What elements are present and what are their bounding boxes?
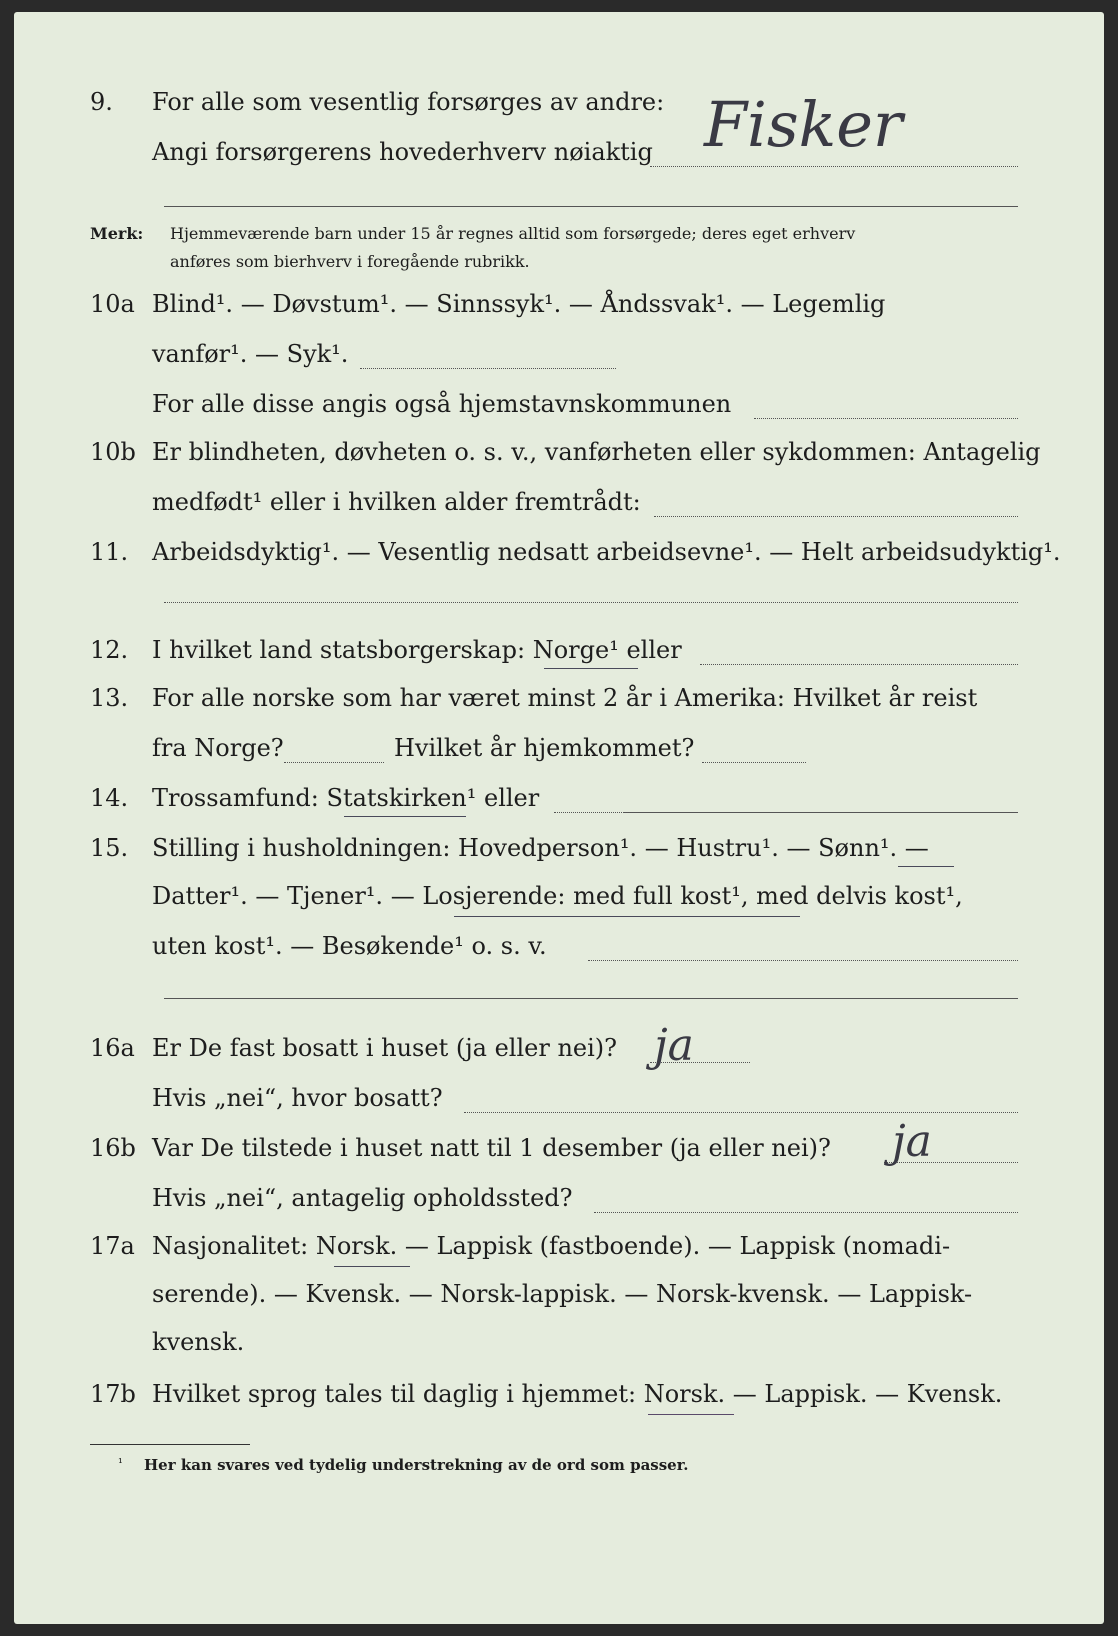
q14-answer-line [624, 812, 1018, 813]
q15-text-line3: uten kost¹. — Besøkende¹ o. s. v. [152, 932, 547, 960]
q14-text-line1: Trossamfund: Statskirken¹ eller [152, 784, 540, 812]
q10a-row3 [14, 388, 1104, 424]
q13-text-line2a: fra Norge? [152, 734, 284, 762]
q14-answer-dots [554, 812, 624, 813]
q11-number: 11. [90, 538, 129, 566]
q16b-row2 [14, 1182, 1104, 1218]
q10a-number: 10a [90, 290, 135, 318]
q9-answer-line [650, 166, 1018, 167]
q15-number: 15. [90, 834, 129, 862]
footnote-mark: ¹ [118, 1456, 123, 1470]
q15-losjerende-underline [454, 916, 800, 917]
q16a-text-line2: Hvis „nei“, hvor bosatt? [152, 1084, 443, 1112]
q15-text-line1: Stilling i husholdningen: Hovedperson¹. — Hustru¹. — Sønn¹. — [152, 834, 929, 862]
merk-line2: anføres som bierhverv i foregående rubrikk. [170, 252, 530, 271]
q10a-row2 [14, 338, 1104, 374]
q16b-number: 16b [90, 1134, 136, 1162]
q13-reist-line [284, 762, 384, 763]
q11-extra-line [164, 602, 1018, 603]
q15-row [14, 832, 1104, 868]
q16a-number: 16a [90, 1034, 135, 1062]
footnote-text: Her kan svares ved tydelig understrekning av de ord som passer. [144, 1456, 689, 1474]
q11-text-line1: Arbeidsdyktig¹. — Vesentlig nedsatt arbeidsevne¹. — Helt arbeidsudyktig¹. [152, 538, 1061, 566]
q10b-row2 [14, 486, 1104, 522]
q10a-hjemstavn-line [754, 418, 1018, 419]
q16b-row [14, 1116, 1104, 1168]
q10a-syk-line [360, 368, 616, 369]
q10b-text-line2: medfødt¹ eller i hvilken alder fremtrådt: [152, 488, 641, 516]
q17a-number: 17a [90, 1232, 135, 1260]
q12-answer-line [700, 664, 1018, 665]
q14-number: 14. [90, 784, 129, 812]
q14-statskirken-underline [344, 816, 466, 817]
footnote-rule [90, 1444, 250, 1445]
q10a-text-line1: Blind¹. — Døvstum¹. — Sinnssyk¹. — Åndssvak¹. — Legemlig [152, 290, 886, 318]
q17b-text-line1: Hvilket sprog tales til daglig i hjemmet: Norsk. — Lappisk. — Kvensk. [152, 1380, 1003, 1408]
q13-number: 13. [90, 684, 129, 712]
q16a-handwritten-answer: ja [654, 1020, 694, 1071]
q11-row [14, 536, 1104, 572]
q17b-number: 17b [90, 1380, 136, 1408]
q17b-norsk-underline [648, 1414, 734, 1415]
q17b-row [14, 1378, 1104, 1414]
q17a-norsk-underline [334, 1266, 410, 1267]
q10a-text-line2: vanfør¹. — Syk¹. [152, 340, 349, 368]
q16b-text-line1: Var De tilstede i huset natt til 1 desember (ja eller nei)? [152, 1134, 831, 1162]
q14-row [14, 782, 1104, 818]
q15-text-line2: Datter¹. — Tjener¹. — Losjerende: med full kost¹, med delvis kost¹, [152, 882, 963, 910]
q9-handwritten-answer: Fisker [704, 88, 903, 161]
q13-text-line1: For alle norske som har været minst 2 år i Amerika: Hvilket år reist [152, 684, 978, 712]
q10a-text-line3: For alle disse angis også hjemstavnskommunen [152, 390, 732, 418]
q10b-number: 10b [90, 438, 136, 466]
q17a-text-line2: serende). — Kvensk. — Norsk-lappisk. — Norsk-kvensk. — Lappisk- [152, 1280, 973, 1308]
q12-norge-underline [544, 668, 638, 669]
q17a-row3 [14, 1326, 1104, 1362]
q9-extra-line [164, 206, 1018, 207]
q17a-row2 [14, 1278, 1104, 1314]
q16a-bosatt-line [464, 1112, 1018, 1113]
q13-row [14, 682, 1104, 718]
q15-answer-line [588, 960, 1018, 961]
q9-number: 9. [90, 88, 113, 116]
merk-label: Merk: [90, 224, 144, 243]
q12-text-line1: I hvilket land statsborgerskap: Norge¹ eller [152, 636, 682, 664]
census-form-page [14, 12, 1104, 1624]
q10a-row [14, 288, 1104, 324]
q16b-opholdssted-line [594, 1212, 1018, 1213]
q9-text-line1: For alle som vesentlig forsørges av andre: [152, 88, 665, 116]
q15-row3 [14, 930, 1104, 966]
q10b-row [14, 436, 1104, 472]
q16a-text-line1: Er De fast bosatt i huset (ja eller nei)? [152, 1034, 618, 1062]
q17a-row [14, 1230, 1104, 1266]
q15-row2 [14, 880, 1104, 916]
q12-row [14, 634, 1104, 670]
q9-row [14, 86, 1104, 122]
q16b-text-line2: Hvis „nei“, antagelig opholdssted? [152, 1184, 573, 1212]
q17a-text-line3: kvensk. [152, 1328, 245, 1356]
q13-hjemkommet-line [702, 762, 806, 763]
q9-text-line2: Angi forsørgerens hovederhverv nøiaktig [152, 138, 653, 166]
q10b-alder-line [654, 516, 1018, 517]
q17a-text-line1: Nasjonalitet: Norsk. — Lappisk (fastboende). — Lappisk (nomadi- [152, 1232, 951, 1260]
q13-text-line2b: Hvilket år hjemkommet? [394, 734, 695, 762]
q12-number: 12. [90, 636, 129, 664]
q10b-text-line1: Er blindheten, døvheten o. s. v., vanførheten eller sykdommen: Antagelig [152, 438, 1041, 466]
merk-line1: Hjemmeværende barn under 15 år regnes alltid som forsørgede; deres eget erhverv [170, 224, 856, 243]
q16a-row2 [14, 1082, 1104, 1118]
q13-row2 [14, 732, 1104, 768]
q15-extra-line [164, 998, 1018, 999]
q16b-handwritten-answer: ja [892, 1116, 932, 1167]
q16a-row [14, 1020, 1104, 1071]
q15-sonn-underline [898, 866, 954, 867]
